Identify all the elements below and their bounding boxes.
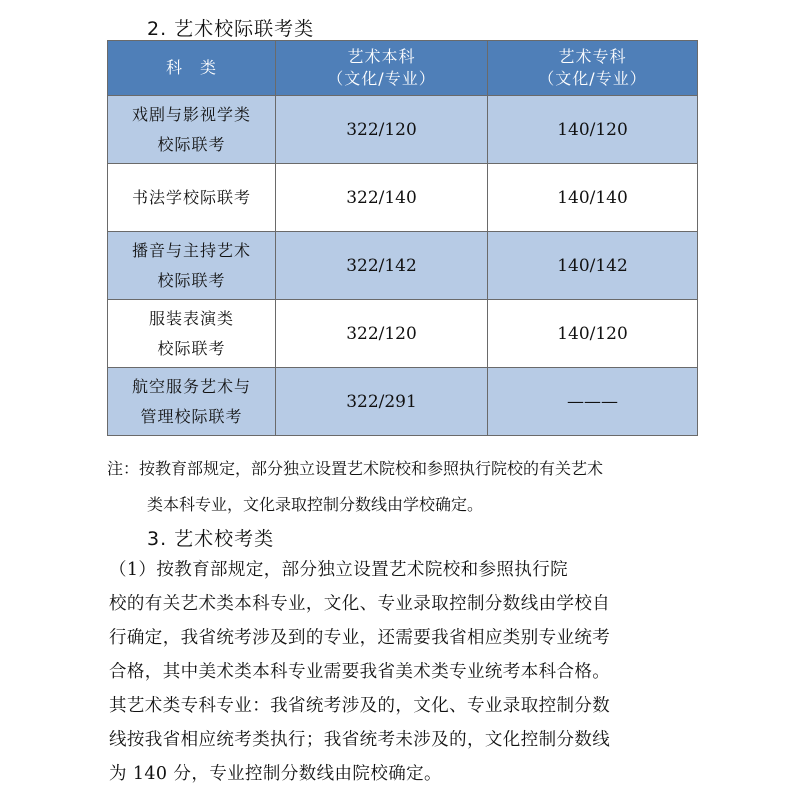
undergrad-score-cell: 322/140 bbox=[276, 164, 488, 232]
footnote-line: 类本科专业，文化录取控制分数线由学校确定。 bbox=[147, 495, 484, 514]
undergrad-score-cell: 322/142 bbox=[276, 232, 488, 300]
header-art-college bbox=[488, 41, 698, 96]
header-art-undergrad-label: 艺术本科 bbox=[347, 47, 416, 66]
category-cell bbox=[108, 232, 276, 300]
paragraph-line: （1）按教育部规定，部分独立设置艺术院校和参照执行院 bbox=[109, 560, 569, 580]
category-line: 校际联考 bbox=[157, 134, 226, 154]
table-row bbox=[108, 300, 698, 368]
category-line: 校际联考 bbox=[157, 338, 226, 358]
college-score-cell: 140/140 bbox=[488, 164, 698, 232]
paragraph-line: 行确定，我省统考涉及到的专业，还需要我省相应类别专业统考 bbox=[109, 628, 611, 648]
header-category bbox=[108, 41, 276, 96]
score-table bbox=[107, 40, 698, 436]
undergrad-score-cell: 322/291 bbox=[276, 368, 488, 436]
table-header-row bbox=[108, 41, 698, 96]
paragraph-line: 校的有关艺术类本科专业，文化、专业录取控制分数线由学校自 bbox=[109, 594, 611, 614]
category-cell bbox=[108, 300, 276, 368]
category-cell bbox=[108, 368, 276, 436]
category-cell bbox=[108, 164, 276, 232]
category-line: 航空服务艺术与 bbox=[131, 376, 251, 396]
paragraph-line: 为 140 分，专业控制分数线由院校确定。 bbox=[109, 764, 442, 784]
category-line: 服装表演类 bbox=[148, 308, 234, 328]
header-category-label: 科 类 bbox=[165, 58, 217, 77]
college-score-cell: 140/120 bbox=[488, 300, 698, 368]
undergrad-score-cell: 322/120 bbox=[276, 96, 488, 164]
table-row bbox=[108, 164, 698, 232]
college-score-cell: ——— bbox=[488, 368, 698, 436]
college-score-cell: 140/120 bbox=[488, 96, 698, 164]
table-row bbox=[108, 96, 698, 164]
section-3-paragraph bbox=[109, 553, 701, 791]
paragraph-line: 线按我省相应统考类执行；我省统考未涉及的，文化控制分数线 bbox=[109, 730, 611, 750]
category-line: 校际联考 bbox=[157, 270, 226, 290]
college-score-cell: 140/142 bbox=[488, 232, 698, 300]
footnote-line: 注：按教育部规定，部分独立设置艺术院校和参照执行院校的有关艺术 bbox=[107, 459, 604, 478]
table-footnote bbox=[107, 451, 707, 523]
table-row bbox=[108, 368, 698, 436]
header-art-college-sub: （文化/专业） bbox=[538, 69, 647, 88]
table-row bbox=[108, 232, 698, 300]
paragraph-line: 合格，其中美术类本科专业需要我省美术类专业统考本科合格。 bbox=[109, 662, 611, 682]
header-art-undergrad-sub: （文化/专业） bbox=[327, 69, 436, 88]
category-line: 播音与主持艺术 bbox=[131, 240, 251, 260]
header-art-undergrad bbox=[276, 41, 488, 96]
paragraph-line: 其艺术类专科专业：我省统考涉及的，文化、专业录取控制分数 bbox=[109, 696, 611, 716]
header-art-college-label: 艺术专科 bbox=[558, 47, 627, 66]
section-3-title: 3. 艺术校考类 bbox=[147, 528, 275, 550]
category-cell bbox=[108, 96, 276, 164]
section-2-title: 2. 艺术校际联考类 bbox=[147, 18, 315, 40]
category-line: 管理校际联考 bbox=[140, 406, 243, 426]
undergrad-score-cell: 322/120 bbox=[276, 300, 488, 368]
category-line: 书法学校际联考 bbox=[131, 187, 251, 207]
category-line: 戏剧与影视学类 bbox=[131, 104, 251, 124]
